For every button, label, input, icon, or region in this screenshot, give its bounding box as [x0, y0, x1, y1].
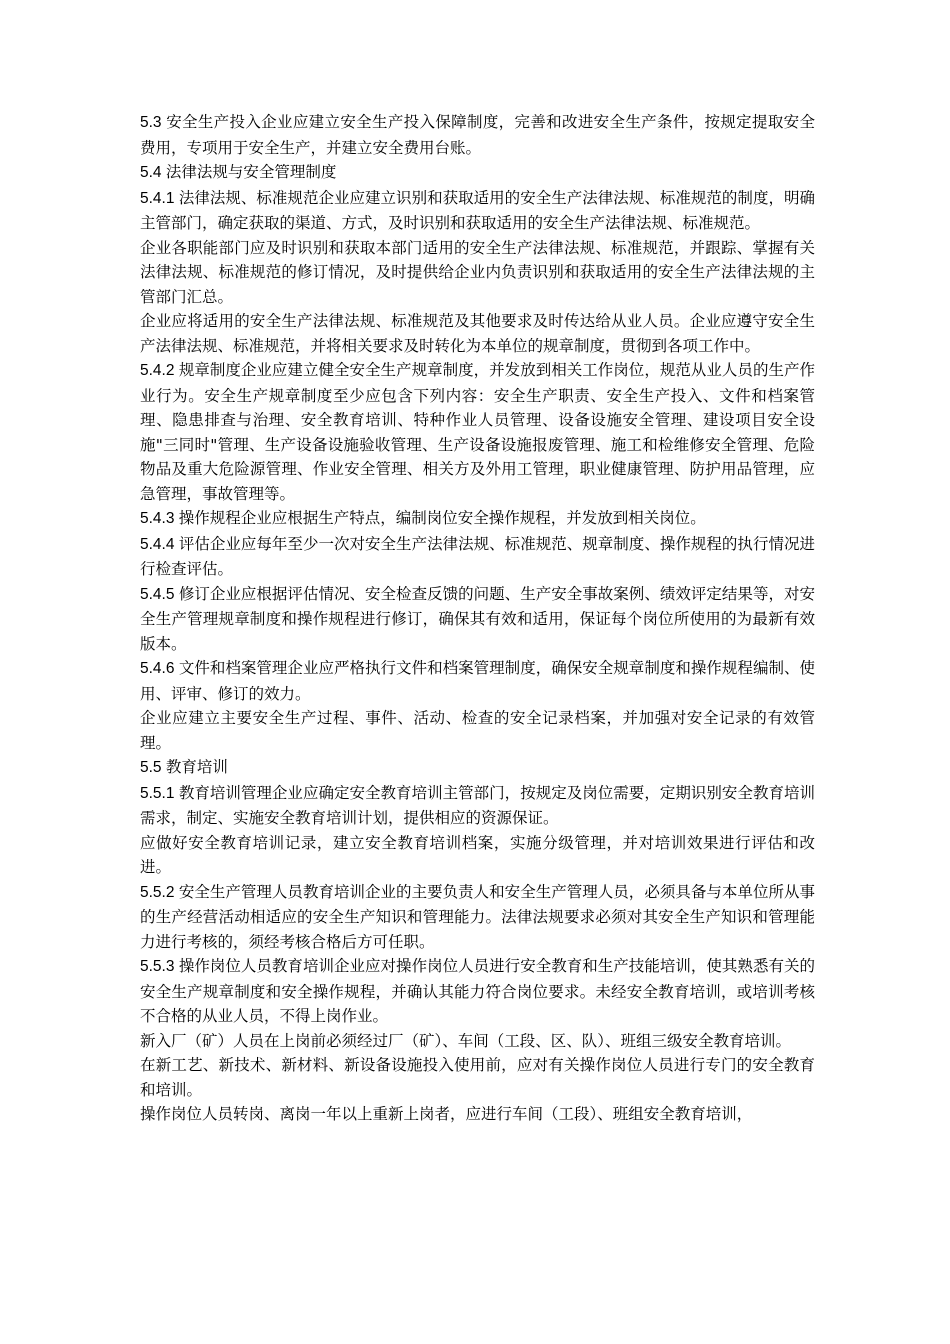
- paragraph-text: 修订企业应根据评估情况、安全检查反馈的问题、生产安全事故案例、绩效评定结果等，对安全生产管理规章制度和操作规程进行修订，确保其有效和适用，保证每个岗位所使用的为最新有效版本。: [140, 584, 816, 653]
- paragraph-5-3: [140, 110, 815, 160]
- paragraph-5-5-3: [140, 954, 815, 1029]
- paragraph-5-4-3: [140, 506, 815, 532]
- paragraph-text: 安全生产投入企业应建立安全生产投入保障制度，完善和改进安全生产条件，按规定提取安全费用，专项用于安全生产，并建立安全费用台账。: [140, 113, 815, 157]
- heading-5-4: [140, 160, 815, 186]
- section-number: 5.5.2: [140, 883, 179, 901]
- paragraph-text: 企业应将适用的安全生产法律法规、标准规范及其他要求及时传达给从业人员。企业应遵守安全生产法律法规、标准规范，并将相关要求及时转化为本单位的规章制度，贯彻到各项工作中。: [140, 312, 815, 355]
- paragraph: [140, 1053, 815, 1102]
- paragraph-5-5-1: [140, 781, 815, 831]
- heading-text: 教育培训: [165, 758, 228, 776]
- section-number: 5.4.3: [140, 510, 179, 527]
- paragraph-5-4-1: [140, 186, 815, 236]
- heading-5-5: [140, 755, 815, 781]
- paragraph-5-4-4: [140, 532, 815, 582]
- paragraph: [140, 309, 815, 358]
- paragraph-text: 应做好安全教育培训记录，建立安全教育培训档案，实施分级管理，并对培训效果进行评估和改进。: [140, 833, 815, 876]
- paragraph-5-4-6: [140, 656, 815, 706]
- section-number: 5.3: [140, 114, 167, 131]
- section-number: 5.5: [140, 759, 166, 776]
- paragraph-5-4-2: [140, 358, 815, 506]
- section-number: 5.5.3: [140, 958, 179, 975]
- section-number: 5.5.1: [140, 784, 179, 802]
- paragraph: [140, 1029, 815, 1054]
- heading-text: 法律法规与安全管理制度: [165, 163, 337, 181]
- paragraph-5-4-5: [140, 582, 815, 657]
- paragraph-text: 教育培训管理企业应确定安全教育培训主管部门，按规定及岗位需要，定期识别安全教育培训需求，制定、实施安全教育培训计划，提供相应的资源保证。: [140, 783, 816, 827]
- section-number: 5.4.4: [140, 535, 179, 553]
- paragraph-text: 文件和档案管理企业应严格执行文件和档案管理制度，确保安全规章制度和操作规程编制、使用、评审、修订的效力。: [140, 659, 816, 703]
- paragraph-text: 规章制度企业应建立健全安全生产规章制度，并发放到相关工作岗位，规范从业人员的生产作业行为。安全生产规章制度至少应包含下列内容：安全生产职责、安全生产投入、文件和档案管理、隐患排查与治理、安全教育培训、特种作业人员管理、设备设施安全管理、建设项目安全设施"三同时"管理、生产设备设施验收管理、生产设备设施报废管理、施工和检维修安全管理、危险物品及重大危险源管理、作业安全管理、相关方及外用工管理，职业健康管理、防护用品管理，应急管理，事故管理等。: [140, 361, 816, 503]
- section-number: 5.4.5: [140, 585, 179, 603]
- paragraph-text: 操作岗位人员转岗、离岗一年以上重新上岗者，应进行车间（工段）、班组安全教育培训，: [140, 1105, 753, 1123]
- paragraph: [140, 706, 815, 755]
- section-number: 5.4.2: [140, 362, 179, 379]
- paragraph-text: 评估企业应每年至少一次对安全生产法律法规、标准规范、规章制度、操作规程的执行情况进行检查评估。: [140, 534, 816, 578]
- paragraph-text: 企业各职能部门应及时识别和获取本部门适用的安全生产法律法规、标准规范，并跟踪、掌握有关法律法规、标准规范的修订情况，及时提供给企业内负责识别和获取适用的安全生产法律法规的主管部门汇总。: [140, 238, 815, 306]
- paragraph-text: 操作规程企业应根据生产特点，编制岗位安全操作规程，并发放到相关岗位。: [178, 509, 706, 527]
- paragraph-text: 法律法规、标准规范企业应建立识别和获取适用的安全生产法律法规、标准规范的制度，明确主管部门，确定获取的渠道、方式，及时识别和获取适用的安全生产法律法规、标准规范。: [140, 188, 816, 232]
- paragraph-text: 操作岗位人员教育培训企业应对操作岗位人员进行安全教育和生产技能培训，使其熟悉有关的安全生产规章制度和安全操作规程，并确认其能力符合岗位要求。未经安全教育培训，或培训考核不合格的从业人员，不得上岗作业。: [140, 957, 816, 1025]
- paragraph-5-5-2: [140, 880, 815, 955]
- paragraph-text: 企业应建立主要安全生产过程、事件、活动、检查的安全记录档案，并加强对安全记录的有效管理。: [140, 709, 815, 752]
- paragraph: [140, 1102, 815, 1127]
- paragraph-text: 安全生产管理人员教育培训企业的主要负责人和安全生产管理人员，必须具备与本单位所从事的生产经营活动相适应的安全生产知识和管理能力。法律法规要求必须对其安全生产知识和管理能力进行考核的，须经考核合格后方可任职。: [140, 882, 816, 951]
- paragraph: [140, 236, 815, 310]
- paragraph: [140, 831, 815, 880]
- section-number: 5.4.1: [140, 189, 179, 207]
- paragraph-text: 在新工艺、新技术、新材料、新设备设施投入使用前，应对有关操作岗位人员进行专门的安全教育和培训。: [140, 1056, 815, 1099]
- section-number: 5.4.6: [140, 660, 179, 677]
- document-body: [140, 110, 815, 1127]
- paragraph-text: 新入厂（矿）人员在上岗前必须经过厂（矿）、车间（工段、区、队）、班组三级安全教育培训。: [140, 1031, 792, 1050]
- section-number: 5.4: [140, 164, 166, 181]
